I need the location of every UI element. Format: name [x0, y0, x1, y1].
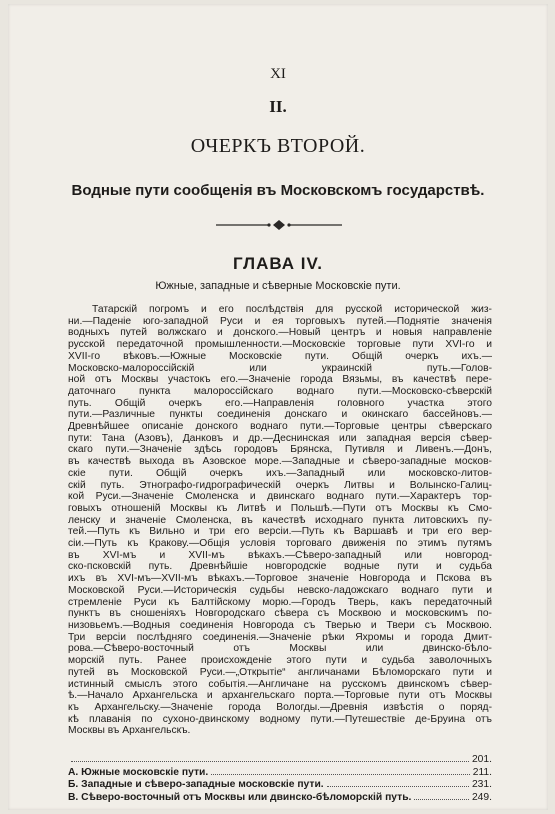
text-line: морскій путь. Ранее происхожденіе этого пути и судьба заволочныхъ	[68, 655, 492, 667]
chapter-title: ГЛАВА IV.	[232, 254, 324, 273]
text-line: путей въ Московской Руси.—„Открытіе“ англичанами Бѣломорскаго пути и	[68, 666, 492, 678]
text-line: Древнѣйшее описаніе донского воднаго пути.—Торговые центры сѣверскаго	[68, 421, 492, 433]
toc-page-number: 249.	[471, 791, 492, 803]
document-page	[8, 4, 548, 810]
text-line: скаго пути.—Значеніе здѣсь городовъ Брянска, Путивля и Ливенъ.—Донъ,	[68, 444, 492, 456]
toc-page-number: 201.	[471, 754, 492, 765]
chapter-summary	[68, 304, 492, 737]
text-line: кѣ плаванія по сухоно-двинскому водному пути.—Путешествіе де-Бруина отъ	[68, 713, 492, 725]
toc-label: В. Сѣверо-восточный отъ Москвы или двинско-бѣломорскій путь.	[68, 791, 412, 803]
toc-leader-dots	[71, 753, 469, 762]
text-line: въ XVI-мъ и XVII-мъ вѣкахъ.—Сѣверо-западный или новгород-	[68, 549, 492, 561]
text-line: въ качествѣ выхода въ Азовское море.—Западные и сѣверо-западные москов-	[68, 456, 492, 468]
toc-page-number: 231.	[471, 779, 492, 791]
part-number: II.	[269, 97, 287, 116]
text-line: говыхъ отношеній Москвы къ Литвѣ и Польшѣ.—Пути отъ Москвы къ Смо-	[68, 502, 492, 514]
text-line: XVII-го вѣковъ.—Южные Московскіе пути. Общій очеркъ ихъ.—	[68, 350, 492, 362]
essay-title: ОЧЕРКЪ ВТОРОЙ.	[190, 135, 366, 157]
text-line: кой Руси.—Значеніе Смоленска и двинскаго воднаго пути.—Характеръ тор-	[68, 491, 492, 503]
text-line: стремленіе Руси къ Балтійскому морю.—Городъ Тверь, какъ передаточный	[68, 596, 492, 608]
text-line: пунктъ въ сношеніяхъ Новгородскаго сѣвера съ Москвою и московскимъ по-	[68, 608, 492, 620]
text-line: даточнаго пункта малороссійскаго воднаго пути.—Московско-сѣверскій	[68, 385, 492, 397]
text-line: Московской Руси.—Историческія судьбы невско-ладожскаго воднаго пути и	[68, 584, 492, 596]
toc-leader-dots	[211, 766, 470, 775]
toc-page-number: 211.	[472, 766, 492, 778]
text-line: скіе пути. Общій очеркъ ихъ.—Западный или московско-литов-	[68, 467, 492, 479]
text-line: ленску и значеніе Смоленска, въ качествѣ исходнаго пункта литовскихъ пу-	[68, 514, 492, 526]
text-line: Три версіи послѣдняго соединенія.—Значеніе рѣки Яхромы и города Дмит-	[68, 631, 492, 643]
text-line: ихъ въ XVI-мъ—XVII-мъ вѣкахъ.—Торговое значеніе Новгорода и Пскова въ	[68, 573, 492, 585]
text-line: истинный смыслъ этого событія.—Англичане на русскомъ двинскомъ сѣвер-	[68, 678, 492, 690]
toc-entry	[68, 753, 492, 766]
text-line: пути.—Различные пункты соединенія донскаго и окинскаго бассейновъ.—	[68, 409, 492, 421]
toc-entry	[68, 766, 492, 779]
text-line: Московско-малороссійскій или украинскій путь.—Голов-	[68, 362, 492, 374]
toc-label: А. Южные московскіе пути.	[68, 766, 209, 778]
text-line: Татарскій погромъ и его послѣдствія для русской исторической жиз-	[92, 304, 492, 315]
page-number-roman: XI	[270, 66, 286, 82]
text-line: пути: Тана (Азовъ), Данковъ и др.—Деснинская или западная версія сѣвер-	[68, 432, 492, 444]
text-line: ни.—Паденіе юго-западной Руси и ея торговыхъ путей.—Поднятіе значенія	[68, 315, 492, 327]
text-line: скій путь. Этнографо-гидрографическій очеркъ Литвы и Волынско-Галиц-	[68, 479, 492, 491]
toc-leader-dots	[414, 791, 469, 800]
text-line: Москвы въ Архангельскъ.	[68, 725, 191, 737]
text-line: сіи.—Путь къ Кракову.—Общія условія торговаго движенія по этимъ путямъ	[68, 538, 492, 550]
toc-entry	[68, 778, 492, 791]
essay-subtitle: Водные пути сообщенія въ Московскомъ государствѣ.	[71, 182, 485, 199]
text-line: русской передаточной промышленности.—Московскіе торговые пути XVI-го и	[68, 339, 492, 351]
text-line: ѣ.—Начало Архангельска и архангельскаго порта.—Торговые пути отъ Москвы	[68, 690, 492, 702]
text-line: водныхъ путей волжскаго и донского.—Новый центръ и новыя направленіе	[68, 327, 492, 339]
table-of-contents	[68, 753, 492, 803]
toc-leader-dots	[327, 778, 469, 787]
text-line: низовьемъ.—Водныя соединенія Новгорода съ Тверью и Твери съ Москвою.	[68, 619, 492, 631]
text-line: путь. Общій очеркъ его.—Направленія головного участка этого	[68, 397, 492, 409]
divider-ornament	[216, 220, 342, 230]
text-line: ско-псковскій путь. Древнѣйшіе новгородскіе водные пути и судьба	[68, 561, 492, 573]
text-line: къ Архангельску.—Значеніе города Вологды.—Древнія извѣстія о поряд-	[68, 701, 492, 713]
text-line: рова.—Сѣверо-восточный отъ Москвы или двинско-бѣло-	[68, 643, 492, 655]
text-line: ной отъ Москвы участокъ его.—Значеніе города Вязьмы, въ качествѣ пере-	[68, 374, 492, 386]
chapter-subtitle: Южные, западные и сѣверные Московскіе пути.	[155, 280, 401, 292]
toc-label: Б. Западные и сѣверо-западные московскіе пути.	[68, 779, 324, 791]
toc-entry	[68, 791, 492, 804]
text-line: тей.—Путь къ Вильно и три его версіи.—Путь къ Варшавѣ и три его вер-	[68, 526, 492, 538]
